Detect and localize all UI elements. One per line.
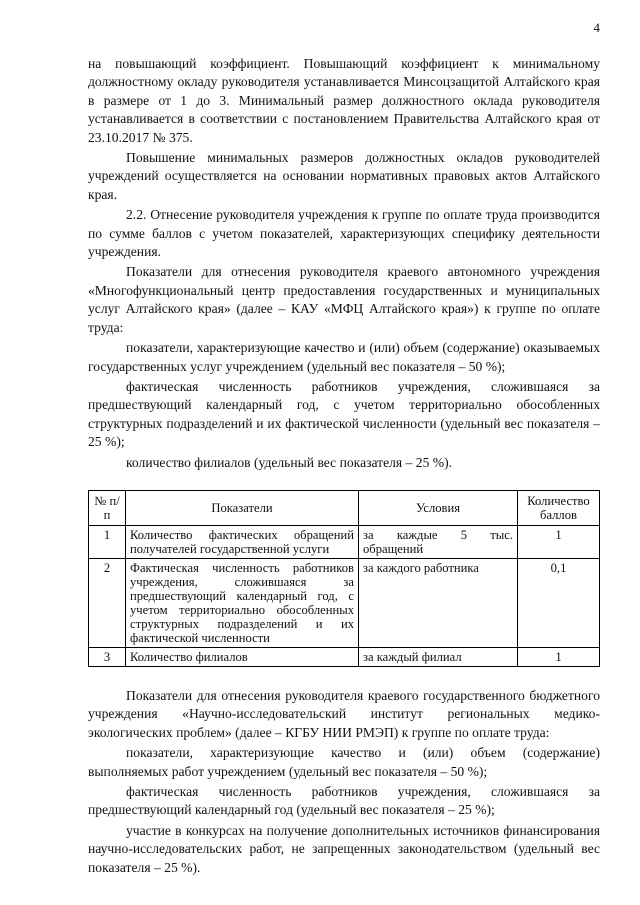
header-number: № п/п bbox=[89, 490, 126, 525]
paragraph: показатели, характеризующие качество и (или) объем (содержание) оказываемых государственных услуг учреждением (удельный вес показателя – 50 %); bbox=[88, 340, 600, 374]
table-row bbox=[89, 558, 600, 647]
cell-number: 1 bbox=[89, 525, 126, 558]
table-row bbox=[89, 647, 600, 666]
paragraph: фактическая численность работников учреждения, сложившаяся за предшествующий календарный год, с учетом территориально обособленных структурных подразделений и их фактической численности (удельный вес показателя – 25 %); bbox=[88, 378, 600, 450]
cell-condition: за каждые 5 тыс. обращений bbox=[359, 525, 518, 558]
indicators-table bbox=[88, 490, 600, 667]
header-indicators: Показатели bbox=[126, 490, 359, 525]
paragraph: Повышение минимальных размеров должностных окладов руководителей учреждений осуществляется на основании нормативных правовых актов Алтайского края. bbox=[88, 150, 600, 202]
paragraph: количество филиалов (удельный вес показателя – 25 %). bbox=[126, 454, 453, 470]
cell-indicator: Количество филиалов bbox=[126, 647, 359, 666]
cell-indicator: Фактическая численность работников учреждения, сложившаяся за предшествующий календарный год, с учетом территориально обособленных структурных подразделений и их фактической численности bbox=[126, 558, 359, 647]
table-header-row bbox=[89, 490, 600, 525]
paragraph: фактическая численность работников учреждения, сложившаяся за предшествующий календарный год (удельный вес показателя – 25 %); bbox=[88, 783, 600, 818]
cell-condition: за каждого работника bbox=[359, 558, 518, 647]
paragraph: Показатели для отнесения руководителя краевого автономного учреждения «Многофункциональный центр предоставления государственных и муниципальных услуг Алтайского края» (далее – КАУ «МФЦ Алтайского края») к группе по оплате труда: bbox=[88, 264, 600, 335]
paragraph: Показатели для отнесения руководителя краевого государственного бюджетного учреждения «Научно-исследовательский институт региональных медико-экологических проблем» (далее – КГБУ НИИ РМЭП) к группе по оплате труда: bbox=[88, 687, 600, 740]
header-points: Количество баллов bbox=[518, 490, 600, 525]
paragraph: на повышающий коэффициент. Повышающий коэффициент к минимальному должностному окладу руководителя устанавливается Минсоцзащитой Алтайского края в размере от 1 до 3. Минимальный размер должностного оклада руководителя устанавливается в соответствии с постановлением Правительства Алтайского края от 23.10.2017 № 375. bbox=[88, 56, 600, 145]
paragraph: 2.2. Отнесение руководителя учреждения к группе по оплате труда производится по сумме баллов с учетом показателей, характеризующих специфику деятельности учреждения. bbox=[88, 207, 600, 260]
cell-number: 2 bbox=[89, 558, 126, 647]
cell-points: 1 bbox=[518, 525, 600, 558]
cell-condition: за каждый филиал bbox=[359, 647, 518, 666]
cell-indicator: Количество фактических обращений получателей государственной услуги bbox=[126, 525, 359, 558]
table-row bbox=[89, 525, 600, 558]
header-conditions: Условия bbox=[359, 490, 518, 525]
paragraph: показатели, характеризующие качество и (или) объем (содержание) выполняемых работ учреждением (удельный вес показателя – 50 %); bbox=[88, 745, 600, 779]
paragraph: участие в конкурсах на получение дополнительных источников финансирования научно-исследовательских работ, не запрещенных законодательством (удельный вес показателя – 25 %). bbox=[88, 822, 600, 875]
document-body bbox=[88, 55, 600, 879]
cell-points: 0,1 bbox=[518, 558, 600, 647]
cell-number: 3 bbox=[89, 647, 126, 666]
page-number: 4 bbox=[593, 20, 600, 35]
cell-points: 1 bbox=[518, 647, 600, 666]
